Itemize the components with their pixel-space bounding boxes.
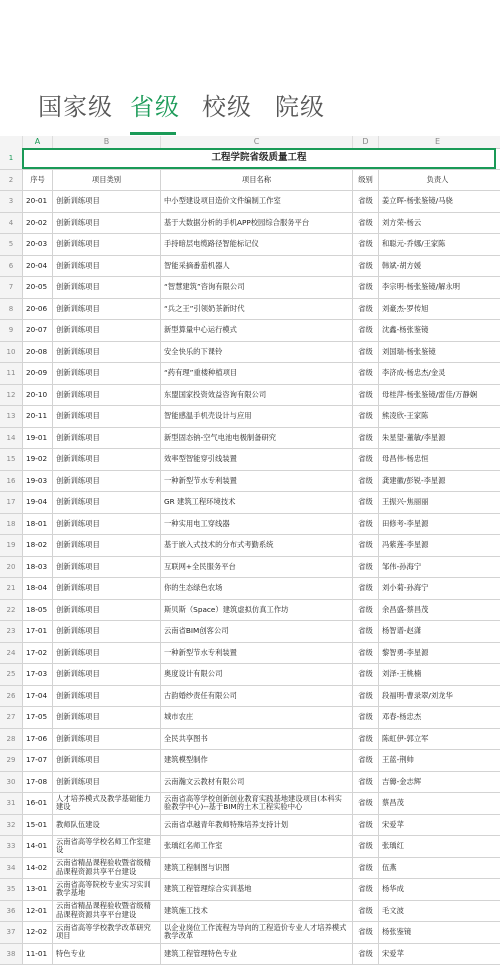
cell-index[interactable]: 20-02 <box>22 213 52 234</box>
cell-level[interactable]: 省级 <box>352 707 378 728</box>
cell-category[interactable]: 云南省高等学校教学改革研究项目 <box>52 922 160 943</box>
cell-level[interactable]: 省级 <box>352 428 378 449</box>
cell-category[interactable]: 创新训练项目 <box>52 213 160 234</box>
cell-category[interactable]: 云南省高等学校名师工作室建设 <box>52 836 160 857</box>
cell-index[interactable]: 20-04 <box>22 256 52 277</box>
cell-index[interactable]: 20-03 <box>22 234 52 255</box>
cell-owner[interactable]: 刘国瑞-杨张鉴镜 <box>378 342 496 363</box>
cell-index[interactable]: 14-02 <box>22 858 52 879</box>
cell-level[interactable]: 省级 <box>352 299 378 320</box>
cell-category[interactable]: 创新训练项目 <box>52 471 160 492</box>
cell-index[interactable]: 17-02 <box>22 643 52 664</box>
cell-owner[interactable]: 毛文波 <box>378 901 496 922</box>
cell-project-name[interactable]: 建筑施工技术 <box>160 901 352 922</box>
table-row <box>0 578 500 600</box>
active-tab-indicator <box>130 132 176 135</box>
row-number[interactable]: 22 <box>0 600 22 621</box>
row-number[interactable]: 16 <box>0 471 22 492</box>
table-row <box>0 600 500 622</box>
cell-category[interactable]: 创新训练项目 <box>52 514 160 535</box>
cell-project-name[interactable]: 全民共享图书 <box>160 729 352 750</box>
title-row <box>0 148 500 170</box>
cell-level[interactable]: 省级 <box>352 750 378 771</box>
column-header-b[interactable]: B <box>52 136 160 148</box>
cell-owner[interactable]: 邹伟-孙海宁 <box>378 557 496 578</box>
cell-level[interactable]: 省级 <box>352 234 378 255</box>
header-cell-category[interactable]: 项目类别 <box>52 170 160 191</box>
table-row <box>0 729 500 751</box>
cell-index[interactable]: 18-04 <box>22 578 52 599</box>
cell-level[interactable]: 省级 <box>352 793 378 814</box>
cell-project-name[interactable]: 一种新型节水专利装置 <box>160 471 352 492</box>
cell-owner[interactable]: 杨华成 <box>378 879 496 900</box>
table-row <box>0 449 500 471</box>
cell-level[interactable]: 省级 <box>352 600 378 621</box>
cell-category[interactable]: 创新训练项目 <box>52 320 160 341</box>
cell-project-name[interactable]: 云南省卓越青年教师特殊培养支持计划 <box>160 815 352 836</box>
table-row <box>0 234 500 256</box>
corner-select-all[interactable] <box>0 136 22 148</box>
cell-level[interactable]: 省级 <box>352 514 378 535</box>
cell-category[interactable]: 云南省精品课程验收暨省级精品课程资源共享平台建设 <box>52 858 160 879</box>
header-row <box>0 170 500 192</box>
cell-index[interactable]: 17-04 <box>22 686 52 707</box>
cell-project-name[interactable]: 建筑模型制作 <box>160 750 352 771</box>
row-number[interactable]: 10 <box>0 342 22 363</box>
cell-category[interactable]: 创新训练项目 <box>52 449 160 470</box>
row-number[interactable]: 34 <box>0 858 22 879</box>
tab-school[interactable]: 校级 <box>202 87 252 122</box>
row-number[interactable]: 38 <box>0 944 22 965</box>
cell-owner[interactable]: 蔡昌茂 <box>378 793 496 814</box>
tab-provincial[interactable]: 省级 <box>130 87 180 122</box>
cell-project-name[interactable]: GR 建筑工程环境技术 <box>160 492 352 513</box>
cell-level[interactable]: 省级 <box>352 621 378 642</box>
row-number[interactable]: 29 <box>0 750 22 771</box>
cell-level[interactable]: 省级 <box>352 213 378 234</box>
cell-owner[interactable]: 吉薅-金志辉 <box>378 772 496 793</box>
table-row <box>0 299 500 321</box>
row-number[interactable]: 18 <box>0 514 22 535</box>
cell-project-name[interactable]: 安全快乐的下课铃 <box>160 342 352 363</box>
cell-index[interactable]: 14-01 <box>22 836 52 857</box>
cell-category[interactable]: 创新训练项目 <box>52 750 160 771</box>
cell-category[interactable]: 创新训练项目 <box>52 342 160 363</box>
cell-owner[interactable]: 沈鑫-杨张鉴镜 <box>378 320 496 341</box>
cell-category[interactable]: 创新训练项目 <box>52 643 160 664</box>
sheet-title-cell[interactable]: 工程学院省级质量工程 <box>22 148 496 169</box>
table-row <box>0 944 500 965</box>
cell-project-name[interactable]: 互联网+全民服务平台 <box>160 557 352 578</box>
level-tabs <box>0 85 500 137</box>
cell-owner[interactable]: 杨智谱-赵潇 <box>378 621 496 642</box>
row-number[interactable]: 17 <box>0 492 22 513</box>
row-number[interactable]: 8 <box>0 299 22 320</box>
cell-category[interactable]: 创新训练项目 <box>52 707 160 728</box>
cell-level[interactable]: 省级 <box>352 664 378 685</box>
cell-index[interactable]: 20-01 <box>22 191 52 212</box>
cell-project-name[interactable]: 城市农庄 <box>160 707 352 728</box>
row-number[interactable]: 36 <box>0 901 22 922</box>
row-number[interactable]: 25 <box>0 664 22 685</box>
cell-category[interactable]: 创新训练项目 <box>52 256 160 277</box>
cell-category[interactable]: 创新训练项目 <box>52 492 160 513</box>
cell-project-name[interactable]: 手持暗层电缆路径智能标记仪 <box>160 234 352 255</box>
cell-owner[interactable]: 刘方荣-杨云 <box>378 213 496 234</box>
table-row <box>0 320 500 342</box>
row-number[interactable]: 9 <box>0 320 22 341</box>
cell-owner[interactable]: 李宗明-杨张鉴镜/解永明 <box>378 277 496 298</box>
cell-project-name[interactable]: 中小型建设项目造价文件编制工作室 <box>160 191 352 212</box>
row-number[interactable]: 1 <box>0 148 22 169</box>
cell-project-name[interactable]: 建筑工程管理综合实训基地 <box>160 879 352 900</box>
table-row <box>0 492 500 514</box>
cell-project-name[interactable]: 斯贝斯（Space）建筑虚拟仿真工作坊 <box>160 600 352 621</box>
cell-level[interactable]: 省级 <box>352 879 378 900</box>
cell-owner[interactable]: 冯紫莲-李星源 <box>378 535 496 556</box>
cell-category[interactable]: 创新训练项目 <box>52 557 160 578</box>
cell-category[interactable]: 创新训练项目 <box>52 729 160 750</box>
cell-project-name[interactable]: 云南省高等学校创新创业教育实践基地建设项目(本科实验教学中心)--基于BIM的土木工程实验中心 <box>160 793 352 814</box>
cell-index[interactable]: 17-08 <box>22 772 52 793</box>
row-number[interactable]: 3 <box>0 191 22 212</box>
cell-project-name[interactable]: “智慧建筑”咨询有限公司 <box>160 277 352 298</box>
row-number[interactable]: 4 <box>0 213 22 234</box>
cell-index[interactable]: 12-02 <box>22 922 52 943</box>
cell-category[interactable]: 创新训练项目 <box>52 277 160 298</box>
table-row <box>0 557 500 579</box>
cell-owner[interactable]: 黎智勇-李星源 <box>378 643 496 664</box>
cell-index[interactable]: 18-02 <box>22 535 52 556</box>
table-row <box>0 363 500 385</box>
cell-category[interactable]: 特色专业 <box>52 944 160 965</box>
column-header-e[interactable]: E <box>378 136 496 148</box>
header-cell-level[interactable]: 级别 <box>352 170 378 191</box>
row-number[interactable]: 7 <box>0 277 22 298</box>
row-number[interactable]: 2 <box>0 170 22 191</box>
cell-level[interactable]: 省级 <box>352 385 378 406</box>
cell-index[interactable]: 19-01 <box>22 428 52 449</box>
table-row <box>0 922 500 944</box>
table-row <box>0 879 500 901</box>
cell-category[interactable]: 创新训练项目 <box>52 363 160 384</box>
cell-owner[interactable]: 王蓝-荆帅 <box>378 750 496 771</box>
table-row <box>0 471 500 493</box>
cell-index[interactable]: 20-07 <box>22 320 52 341</box>
row-number[interactable]: 12 <box>0 385 22 406</box>
cell-level[interactable]: 省级 <box>352 471 378 492</box>
cell-index[interactable]: 20-05 <box>22 277 52 298</box>
table-row <box>0 514 500 536</box>
cell-category[interactable]: 创新训练项目 <box>52 664 160 685</box>
cell-level[interactable]: 省级 <box>352 363 378 384</box>
cell-level[interactable]: 省级 <box>352 557 378 578</box>
cell-level[interactable]: 省级 <box>352 406 378 427</box>
table-row <box>0 707 500 729</box>
cell-project-name[interactable]: “药有理”重楼种植项目 <box>160 363 352 384</box>
cell-category[interactable]: 教师队伍建设 <box>52 815 160 836</box>
table-row <box>0 643 500 665</box>
row-number[interactable]: 23 <box>0 621 22 642</box>
cell-project-name[interactable]: 一种新型节水专利装置 <box>160 643 352 664</box>
cell-owner[interactable]: 陈虹伊-郭立军 <box>378 729 496 750</box>
cell-index[interactable]: 18-05 <box>22 600 52 621</box>
table-row <box>0 428 500 450</box>
cell-level[interactable]: 省级 <box>352 535 378 556</box>
cell-level[interactable]: 省级 <box>352 836 378 857</box>
cell-project-name[interactable]: 你的生态绿色农场 <box>160 578 352 599</box>
row-number[interactable]: 28 <box>0 729 22 750</box>
table-row <box>0 256 500 278</box>
cell-index[interactable]: 17-05 <box>22 707 52 728</box>
table-row <box>0 535 500 557</box>
cell-owner[interactable]: 刘泽-王桃楠 <box>378 664 496 685</box>
cell-project-name[interactable]: 新型固态钠-空气电池电极制备研究 <box>160 428 352 449</box>
cell-index[interactable]: 19-03 <box>22 471 52 492</box>
cell-owner[interactable]: 张瑀红 <box>378 836 496 857</box>
cell-index[interactable]: 20-11 <box>22 406 52 427</box>
cell-project-name[interactable]: 张瑀红名师工作室 <box>160 836 352 857</box>
cell-index[interactable]: 13-01 <box>22 879 52 900</box>
row-number[interactable]: 27 <box>0 707 22 728</box>
cell-owner[interactable]: 伍燕 <box>378 858 496 879</box>
cell-category[interactable]: 云南省精品课程验收暨省级精品课程资源共享平台建设 <box>52 901 160 922</box>
column-header-d[interactable]: D <box>352 136 378 148</box>
cell-project-name[interactable]: 东盟国家投资效益咨询有限公司 <box>160 385 352 406</box>
cell-level[interactable]: 省级 <box>352 901 378 922</box>
cell-category[interactable]: 人才培养模式及教学基础能力建设 <box>52 793 160 814</box>
cell-owner[interactable]: 朱星望-董敏/李星源 <box>378 428 496 449</box>
cell-project-name[interactable]: 建筑工程管理特色专业 <box>160 944 352 965</box>
row-number[interactable]: 20 <box>0 557 22 578</box>
cell-index[interactable]: 18-03 <box>22 557 52 578</box>
cell-index[interactable]: 20-08 <box>22 342 52 363</box>
cell-category[interactable]: 创新训练项目 <box>52 191 160 212</box>
cell-project-name[interactable]: 云南瀚文云教材有限公司 <box>160 772 352 793</box>
row-number[interactable]: 11 <box>0 363 22 384</box>
table-row <box>0 686 500 708</box>
cell-level[interactable]: 省级 <box>352 256 378 277</box>
cell-category[interactable]: 创新训练项目 <box>52 428 160 449</box>
table-row <box>0 621 500 643</box>
row-number[interactable]: 26 <box>0 686 22 707</box>
cell-owner[interactable]: 田修考-李星源 <box>378 514 496 535</box>
table-row <box>0 385 500 407</box>
cell-owner[interactable]: 王振兴-焦丽丽 <box>378 492 496 513</box>
row-number[interactable]: 15 <box>0 449 22 470</box>
cell-level[interactable]: 省级 <box>352 772 378 793</box>
cell-level[interactable]: 省级 <box>352 277 378 298</box>
cell-category[interactable]: 创新训练项目 <box>52 535 160 556</box>
table-row <box>0 191 500 213</box>
cell-category[interactable]: 创新训练项目 <box>52 385 160 406</box>
cell-owner[interactable]: 韩斌-胡方媛 <box>378 256 496 277</box>
table-row <box>0 750 500 772</box>
cell-category[interactable]: 云南省高等院校专业实习实训教学基地 <box>52 879 160 900</box>
cell-project-name[interactable]: 奥度设计有限公司 <box>160 664 352 685</box>
cell-index[interactable]: 11-01 <box>22 944 52 965</box>
cell-level[interactable]: 省级 <box>352 729 378 750</box>
cell-category[interactable]: 创新训练项目 <box>52 772 160 793</box>
cell-index[interactable]: 17-07 <box>22 750 52 771</box>
cell-owner[interactable]: 和聪元-乔娜/王家陈 <box>378 234 496 255</box>
row-number[interactable]: 32 <box>0 815 22 836</box>
cell-index[interactable]: 20-06 <box>22 299 52 320</box>
cell-category[interactable]: 创新训练项目 <box>52 600 160 621</box>
cell-owner[interactable]: 龚建徽/彭锐-李星源 <box>378 471 496 492</box>
cell-owner[interactable]: 刘豪杰-罗传旭 <box>378 299 496 320</box>
cell-project-name[interactable]: 新型算量中心运行模式 <box>160 320 352 341</box>
cell-index[interactable]: 17-06 <box>22 729 52 750</box>
cell-level[interactable]: 省级 <box>352 643 378 664</box>
cell-project-name[interactable]: “兵之王”引领奶茶新时代 <box>160 299 352 320</box>
cell-level[interactable]: 省级 <box>352 449 378 470</box>
cell-level[interactable]: 省级 <box>352 686 378 707</box>
cell-category[interactable]: 创新训练项目 <box>52 578 160 599</box>
table-row <box>0 815 500 837</box>
cell-category[interactable]: 创新训练项目 <box>52 299 160 320</box>
column-header-c[interactable]: C <box>160 136 352 148</box>
cell-owner[interactable]: 姜立晖-杨张鉴镜/马骁 <box>378 191 496 212</box>
cell-project-name[interactable]: 一种实用电工穿线器 <box>160 514 352 535</box>
cell-owner[interactable]: 李济成-杨忠杰/金灵 <box>378 363 496 384</box>
cell-project-name[interactable]: 智能感温手机壳设计与应用 <box>160 406 352 427</box>
cell-project-name[interactable]: 智能采摘番茄机器人 <box>160 256 352 277</box>
table-row <box>0 772 500 794</box>
cell-owner[interactable]: 杨张鉴镜 <box>378 922 496 943</box>
tab-national[interactable]: 国家级 <box>38 87 113 122</box>
row-number[interactable]: 6 <box>0 256 22 277</box>
cell-owner[interactable]: 邓春-杨忠杰 <box>378 707 496 728</box>
tab-college[interactable]: 院级 <box>275 87 325 122</box>
table-row <box>0 836 500 858</box>
cell-index[interactable]: 19-04 <box>22 492 52 513</box>
cell-owner[interactable]: 母昌伟-杨忠恒 <box>378 449 496 470</box>
row-number[interactable]: 31 <box>0 793 22 814</box>
header-cell-owner[interactable]: 负责人 <box>378 170 496 191</box>
cell-level[interactable]: 省级 <box>352 191 378 212</box>
table-row <box>0 342 500 364</box>
cell-index[interactable]: 16-01 <box>22 793 52 814</box>
cell-project-name[interactable]: 建筑工程制图与识图 <box>160 858 352 879</box>
table-row <box>0 793 500 815</box>
table-row <box>0 213 500 235</box>
cell-owner[interactable]: 刘小菊-孙海宁 <box>378 578 496 599</box>
cell-category[interactable]: 创新训练项目 <box>52 406 160 427</box>
row-number[interactable]: 5 <box>0 234 22 255</box>
cell-level[interactable]: 省级 <box>352 320 378 341</box>
cell-level[interactable]: 省级 <box>352 578 378 599</box>
cell-project-name[interactable]: 基于大数据分析的手机APP校园综合服务平台 <box>160 213 352 234</box>
table-row <box>0 406 500 428</box>
row-number[interactable]: 13 <box>0 406 22 427</box>
cell-index[interactable]: 15-01 <box>22 815 52 836</box>
row-number[interactable]: 35 <box>0 879 22 900</box>
table-row <box>0 277 500 299</box>
cell-owner[interactable]: 段福明-曹录翠/刘龙华 <box>378 686 496 707</box>
column-header-a[interactable]: A <box>22 136 52 148</box>
cell-index[interactable]: 18-01 <box>22 514 52 535</box>
cell-level[interactable]: 省级 <box>352 922 378 943</box>
cell-owner[interactable]: 母桂萍-杨张鉴镜/雷佳/万静娴 <box>378 385 496 406</box>
row-number[interactable]: 37 <box>0 922 22 943</box>
cell-index[interactable]: 17-03 <box>22 664 52 685</box>
cell-level[interactable]: 省级 <box>352 858 378 879</box>
cell-category[interactable]: 创新训练项目 <box>52 686 160 707</box>
cell-project-name[interactable]: 基于嵌入式技术的分布式考勤系统 <box>160 535 352 556</box>
row-number[interactable]: 19 <box>0 535 22 556</box>
cell-level[interactable]: 省级 <box>352 815 378 836</box>
row-number[interactable]: 30 <box>0 772 22 793</box>
cell-owner[interactable]: 宋爱苹 <box>378 815 496 836</box>
table-row <box>0 858 500 880</box>
cell-index[interactable]: 12-01 <box>22 901 52 922</box>
cell-project-name[interactable]: 云南省BIM创客公司 <box>160 621 352 642</box>
cell-index[interactable]: 17-01 <box>22 621 52 642</box>
cell-category[interactable]: 创新训练项目 <box>52 621 160 642</box>
row-number[interactable]: 14 <box>0 428 22 449</box>
cell-project-name[interactable]: 效率型智能穿引线装置 <box>160 449 352 470</box>
cell-owner[interactable]: 宋爱苹 <box>378 944 496 965</box>
row-number[interactable]: 33 <box>0 836 22 857</box>
cell-index[interactable]: 19-02 <box>22 449 52 470</box>
row-number[interactable]: 21 <box>0 578 22 599</box>
cell-owner[interactable]: 熊凌欣-王家陈 <box>378 406 496 427</box>
cell-level[interactable]: 省级 <box>352 492 378 513</box>
header-cell-index[interactable]: 序号 <box>22 170 52 191</box>
cell-level[interactable]: 省级 <box>352 342 378 363</box>
cell-project-name[interactable]: 古韵婚纱责任有限公司 <box>160 686 352 707</box>
table-row <box>0 664 500 686</box>
cell-index[interactable]: 20-10 <box>22 385 52 406</box>
table-row <box>0 901 500 923</box>
cell-index[interactable]: 20-09 <box>22 363 52 384</box>
header-cell-project-name[interactable]: 项目名称 <box>160 170 352 191</box>
cell-project-name[interactable]: 以企业岗位工作流程为导向的工程造价专业人才培养模式教学改革 <box>160 922 352 943</box>
row-number[interactable]: 24 <box>0 643 22 664</box>
cell-level[interactable]: 省级 <box>352 944 378 965</box>
cell-category[interactable]: 创新训练项目 <box>52 234 160 255</box>
cell-owner[interactable]: 余昌盛-蔡昌茂 <box>378 600 496 621</box>
